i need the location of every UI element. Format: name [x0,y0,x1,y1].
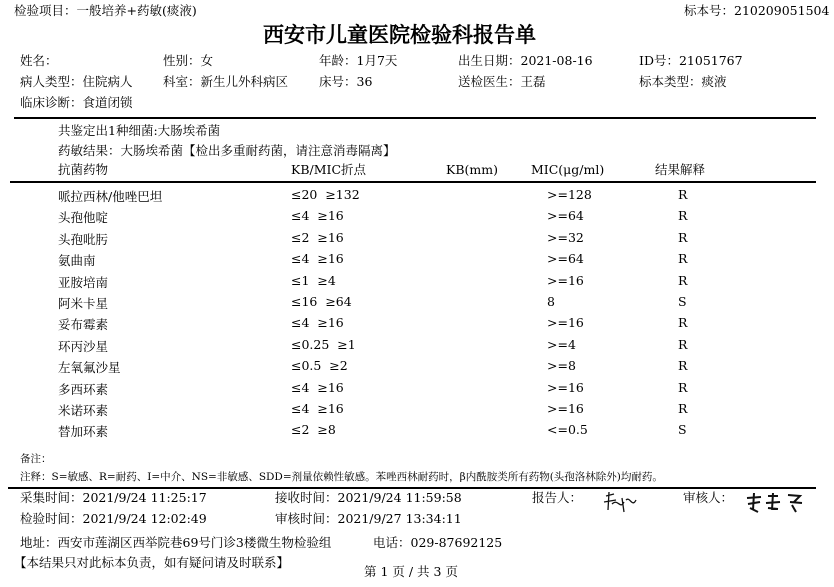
breakpoint: ≤0.5 ≥2 [291,358,348,374]
disclaimer: 【本结果只对此标本负责，如有疑问请及时联系】 [14,555,290,570]
lab-phone: 电话：029-87692125 [373,535,503,550]
drug-name: 米诺环素 [58,403,109,418]
drug-name: 妥布霉素 [58,317,109,333]
result-summary: 共鉴定出1种细菌:大肠埃希菌 [58,123,221,138]
table-row [0,228,834,249]
mic-value: >=16 [547,401,584,416]
patient-age: 年龄：1月7天 [319,53,398,68]
drug-name: 多西环素 [58,381,109,397]
table-row [0,335,834,356]
mic-value: >=16 [547,379,584,395]
table-row [0,313,834,334]
divider [10,181,816,183]
department: 科室：新生儿外科病区 [163,74,289,89]
drug-name: 左氧氟沙星 [58,360,121,376]
drug-name: 头孢吡肟 [58,231,109,247]
drug-name: 替加环素 [58,424,109,440]
reviewer-signature [744,490,806,514]
receive-time: 接收时间：2021/9/24 11:59:58 [275,490,462,505]
table-row [0,378,834,399]
table-row [0,206,834,227]
interpretation: S [678,422,687,438]
patient-id: ID号：21051767 [639,53,743,68]
mic-value: >=4 [547,336,576,352]
table-row [0,249,834,270]
breakpoint: ≤1 ≥4 [291,272,336,288]
drug-name: 亚胺培南 [58,274,109,290]
mic-value: >=8 [547,358,576,374]
drug-name: 环丙沙星 [58,338,109,354]
sensitivity-result: 药敏结果：大肠埃希菌【检出多重耐药菌，请注意消毒隔离】 [58,143,396,158]
specimen-type: 标本类型：痰液 [639,74,727,89]
breakpoint: ≤4 ≥16 [291,251,344,267]
column-header-mic: MIC(μg/ml) [531,162,605,177]
reviewer-label: 审核人： [683,490,734,505]
table-row [0,356,834,377]
interpretation: R [678,187,688,202]
table-row [0,271,834,292]
collect-time: 采集时间：2021/9/24 11:25:17 [20,490,207,505]
page-indicator: 第 1 页 / 共 3 页 [364,564,458,579]
divider [14,117,816,119]
mic-value: >=64 [547,251,584,267]
column-header-breakpoint: KB/MIC折点 [291,162,367,177]
test-item: 检验项目：一般培养+药敏(痰液) [14,3,197,18]
column-header-drug: 抗菌药物 [58,162,109,177]
table-row [0,292,834,313]
table-row [0,420,834,441]
breakpoint: ≤0.25 ≥1 [291,336,356,352]
clinical-diagnosis: 临床诊断：食道闭锁 [20,95,133,110]
mic-value: >=128 [547,187,592,202]
interpretation: R [678,251,688,267]
breakpoint: ≤2 ≥16 [291,229,344,245]
reporter-label: 报告人： [532,490,583,505]
interpretation: R [678,358,688,374]
divider [8,487,816,489]
column-header-kb: KB(mm) [446,162,498,177]
table-row [0,399,834,420]
specimen-number: 标本号：210209051504 [684,3,830,18]
review-time: 审核时间：2021/9/27 13:34:11 [275,511,462,526]
patient-type: 病人类型：住院病人 [20,74,133,89]
bed-number: 床号：36 [319,74,373,89]
interpretation: R [678,379,688,395]
mic-value: <=0.5 [547,422,588,438]
interpretation: R [678,208,688,224]
patient-name: 姓名： [20,53,58,68]
interpretation: R [678,272,688,288]
breakpoint: ≤2 ≥8 [291,422,336,438]
annotation-text: 注释：S=敏感、R=耐药、I=中介、NS=非敏感、SDD=剂量依赖性敏感。苯唑西林耐药时，β内酰胺类所有药物(头孢洛林除外)均耐药。 [20,471,663,483]
breakpoint: ≤20 ≥132 [291,187,360,202]
mic-value: >=64 [547,208,584,224]
table-row [0,185,834,206]
breakpoint: ≤4 ≥16 [291,315,344,331]
breakpoint: ≤4 ≥16 [291,401,344,416]
report-title: 西安市儿童医院检验科报告单 [263,23,536,47]
column-header-interpretation: 结果解释 [655,162,706,177]
interpretation: R [678,336,688,352]
reporter-signature [600,490,640,516]
breakpoint: ≤4 ≥16 [291,208,344,224]
interpretation: R [678,229,688,245]
mic-value: 8 [547,294,555,309]
mic-value: >=16 [547,315,584,331]
remark-label: 备注： [20,453,52,465]
mic-value: >=32 [547,229,584,245]
interpretation: R [678,315,688,331]
drug-name: 氨曲南 [58,253,96,269]
breakpoint: ≤4 ≥16 [291,379,344,395]
drug-name: 头孢他啶 [58,210,109,226]
interpretation: S [678,294,687,309]
test-time: 检验时间：2021/9/24 12:02:49 [20,511,207,526]
birth-date: 出生日期：2021-08-16 [458,53,593,68]
breakpoint: ≤16 ≥64 [291,294,352,309]
interpretation: R [678,401,688,416]
lab-address: 地址：西安市莲湖区西举院巷69号门诊3楼微生物检验组 [20,535,332,550]
mic-value: >=16 [547,272,584,288]
drug-name: 阿米卡星 [58,296,109,311]
patient-gender: 性别：女 [163,53,214,68]
drug-name: 哌拉西林/他唑巴坦 [58,189,163,204]
requesting-doctor: 送检医生：王磊 [458,74,546,89]
